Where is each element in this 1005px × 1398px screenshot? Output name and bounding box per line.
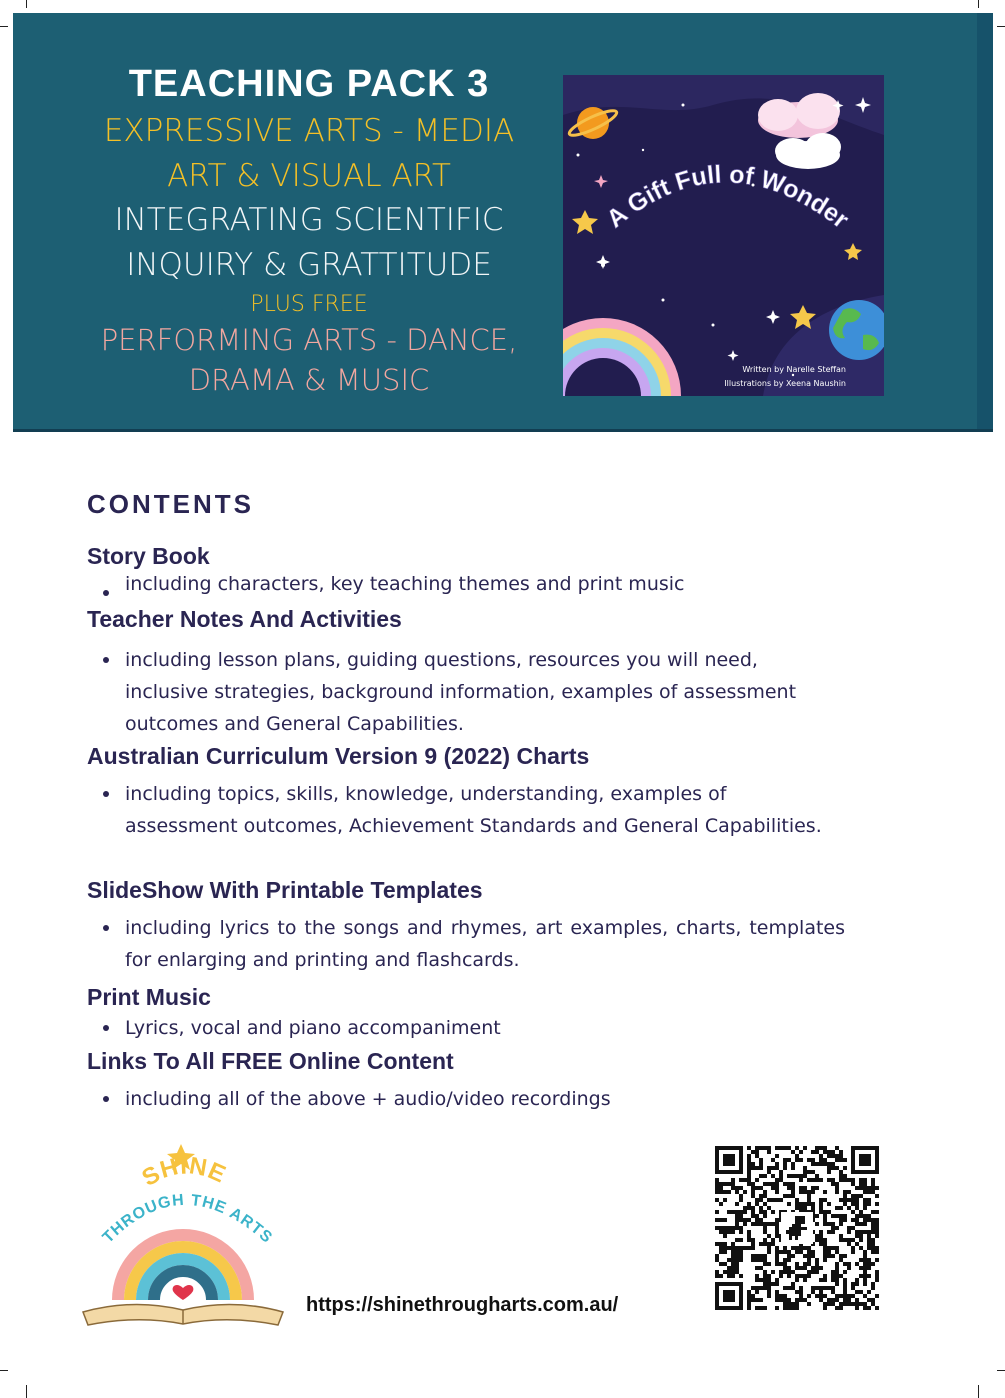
qr-code[interactable] <box>715 1146 879 1310</box>
section-title-slideshow: SlideShow With Printable Templates <box>87 877 483 903</box>
crop-mark <box>997 1370 1005 1371</box>
book-title: A Gift Full of Wonder <box>601 160 854 235</box>
crop-mark <box>997 26 1005 27</box>
rainbow-icon <box>563 318 681 396</box>
subtitle-line-6: PERFORMING ARTS - DANCE, <box>100 323 518 357</box>
bullet-dot <box>103 1025 109 1031</box>
section-title-teacher-notes: Teacher Notes And Activities <box>87 606 402 632</box>
section-title-curriculum-charts: Australian Curriculum Version 9 (2022) Charts <box>87 743 590 769</box>
section-item-story-book: including characters, key teaching themes and print music <box>125 573 685 595</box>
heart-icon <box>173 1285 194 1300</box>
qr-finder-pattern <box>851 1146 879 1174</box>
subtitle-line-7: DRAMA & MUSIC <box>188 363 430 397</box>
subtitle-line-2: ART & VISUAL ART <box>167 158 451 194</box>
bullet-dot <box>103 657 109 663</box>
bullet-dot <box>103 791 109 797</box>
contents-heading: CONTENTS <box>87 489 254 519</box>
qr-finder-pattern <box>715 1146 743 1174</box>
svg-text:THROUGH THE ARTS: THROUGH THE ARTS <box>99 1191 276 1248</box>
svg-text:SHINE: SHINE <box>137 1152 231 1192</box>
crop-mark <box>978 1385 979 1398</box>
crop-mark <box>26 0 27 8</box>
bullet-dot <box>103 925 109 931</box>
subtitle-line-3: INTEGRATING SCIENTIFIC <box>114 202 504 238</box>
illustrator-credit: Illustrations by Xeena Naushin <box>724 379 846 388</box>
qr-code-pattern <box>715 1146 879 1310</box>
shine-through-the-arts-logo <box>78 1140 288 1330</box>
bullet-dot <box>103 590 109 596</box>
open-book-icon <box>83 1304 283 1325</box>
bullet-dot <box>103 1096 109 1102</box>
book-cover-illustration <box>563 75 884 396</box>
banner-bottom-rule <box>13 429 993 432</box>
subtitle-line-1: EXPRESSIVE ARTS - MEDIA <box>103 113 515 149</box>
subtitle-line-5: PLUS FREE <box>250 292 368 317</box>
book-cover <box>563 75 884 396</box>
section-item-slideshow: including lyrics to the songs and rhymes, art examples, charts, templates for enlarging and printing and flashcards. <box>125 917 845 971</box>
crop-mark <box>0 26 8 27</box>
banner-edge <box>977 13 993 432</box>
author-credit: Written by Narelle Steffan <box>742 365 846 374</box>
section-item-curriculum-charts: including topics, skills, knowledge, understanding, examples of assessment outcomes, Achievement Standards and General Capabilities. <box>125 783 822 837</box>
crop-mark <box>26 1385 27 1398</box>
crop-mark <box>978 0 979 8</box>
section-item-online-content: including all of the above + audio/video recordings <box>125 1088 611 1110</box>
subtitle-line-4: INQUIRY & GRATTITUDE <box>126 247 492 283</box>
crop-mark <box>0 1370 8 1371</box>
logo-artwork <box>78 1140 288 1330</box>
section-title-print-music: Print Music <box>87 984 211 1010</box>
qr-finder-pattern <box>715 1282 743 1310</box>
cloud-icon <box>758 93 841 169</box>
section-title-story-book: Story Book <box>87 543 210 569</box>
section-item-teacher-notes: including lesson plans, guiding questions, resources you will need, inclusive strategies, background information, examples of assessment outcomes and General Capabilities. <box>125 649 797 735</box>
section-title-online-content: Links To All FREE Online Content <box>87 1048 454 1074</box>
website-link[interactable]: https://shinethrougharts.com.au/ <box>306 1294 619 1316</box>
pack-title: TEACHING PACK 3 <box>128 63 490 105</box>
section-item-print-music: Lyrics, vocal and piano accompaniment <box>125 1017 501 1039</box>
